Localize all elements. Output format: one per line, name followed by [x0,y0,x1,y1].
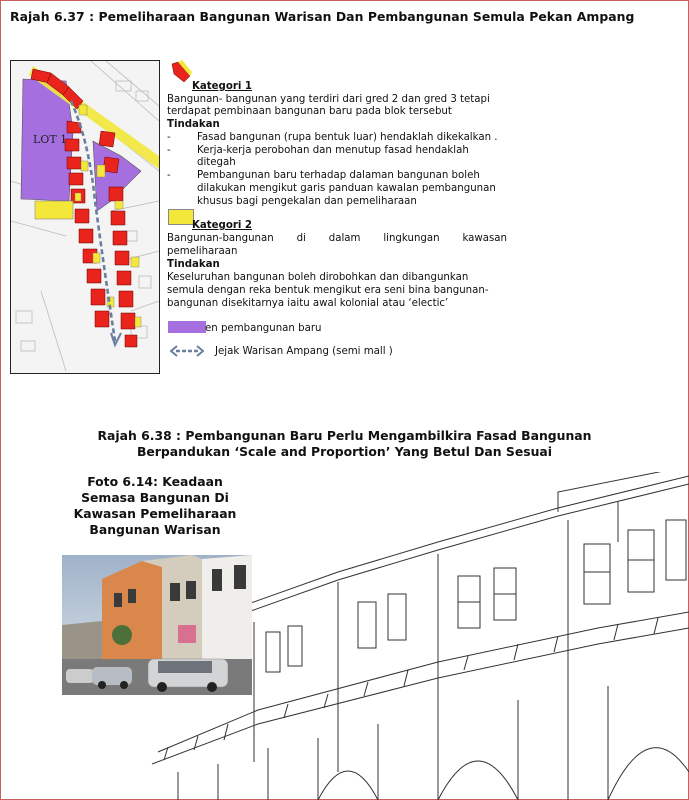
kategori-1-bullet2-line3: khusus bagi pengekalan dan pemeliharaan [197,196,417,207]
kategori-1-swatch [170,60,192,84]
site-map-drawing [11,61,159,373]
kategori-2-line1: Bangunan-bangunan di dalam lingkungan kawasan [167,233,507,244]
kategori-2-tindakan: Tindakan [167,259,220,270]
kategori-2-line2: pemeliharaan [167,246,238,257]
new-development-label: en pembangunan baru [205,323,322,334]
figure-title-6-38-line2: Berpandukan ‘Scale and Proportion’ Yang Betul Dan Sesuai [136,444,553,459]
kategori-1-bullet1-line3: ditegah [197,157,236,168]
figure-title-6-37: Rajah 6.37 : Pemeliharaan Bangunan Warisan Dan Pembangunan Semula Pekan Ampang [10,9,635,24]
lot-1-label: LOT 1 [33,133,68,146]
kategori-2-para-line3: bangunan disekitarnya iaitu awal kolonial atau ‘electic’ [167,298,449,309]
photo-caption-line3: Kawasan Pemeliharaan [73,506,237,521]
photo-caption-line1: Foto 6.14: Keadaan [87,474,223,489]
double-arrow-icon [170,342,204,354]
kategori-1-line2: terdapat pembinaan bangunan baru pada blok tersebut [167,106,452,117]
kategori-1-heading: Kategori 1 [192,81,252,92]
kategori-1-bullet1-line1: Fasad bangunan (rupa bentuk luar) hendaklah dikekalkan . [197,132,498,143]
street-photo-image [62,555,252,695]
kategori-1-bullet1-line2: Kerja-kerja perobohan dan menutup fasad hendaklah [197,145,469,156]
figure-title-6-38-line1: Rajah 6.38 : Pembangunan Baru Perlu Mengambilkira Fasad Bangunan [97,428,592,443]
map-label-box [35,201,73,219]
bullet-dash: - [167,132,171,143]
heritage-trail-label: Jejak Warisan Ampang (semi mall ) [215,346,393,357]
new-development-swatch [168,321,206,333]
kategori-2-swatch [168,209,194,225]
street-photo [62,555,252,695]
kategori-1-bullet2-line2: dilakukan mengikut garis panduan kawalan pembangunan [197,183,496,194]
kategori-2-heading: Kategori 2 [192,220,252,231]
bullet-dash: - [167,145,171,156]
bullet-dash: - [167,170,171,181]
photo-caption-line4: Bangunan Warisan [89,522,221,537]
kategori-1-bullet2-line1: Pembangunan baru terhadap dalaman bangunan boleh [197,170,480,181]
kategori-2-para-line1: Keseluruhan bangunan boleh dirobohkan dan dibangunkan [167,272,469,283]
site-map [10,60,160,374]
kategori-2-para-line2: semula dengan reka bentuk mengikut era seni bina bangunan- [167,285,489,296]
kategori-1-line1: Bangunan- bangunan yang terdiri dari gred 2 dan gred 3 tetapi [167,94,490,105]
photo-caption-line2: Semasa Bangunan Di [81,490,229,505]
kategori-1-tindakan: Tindakan [167,119,220,130]
